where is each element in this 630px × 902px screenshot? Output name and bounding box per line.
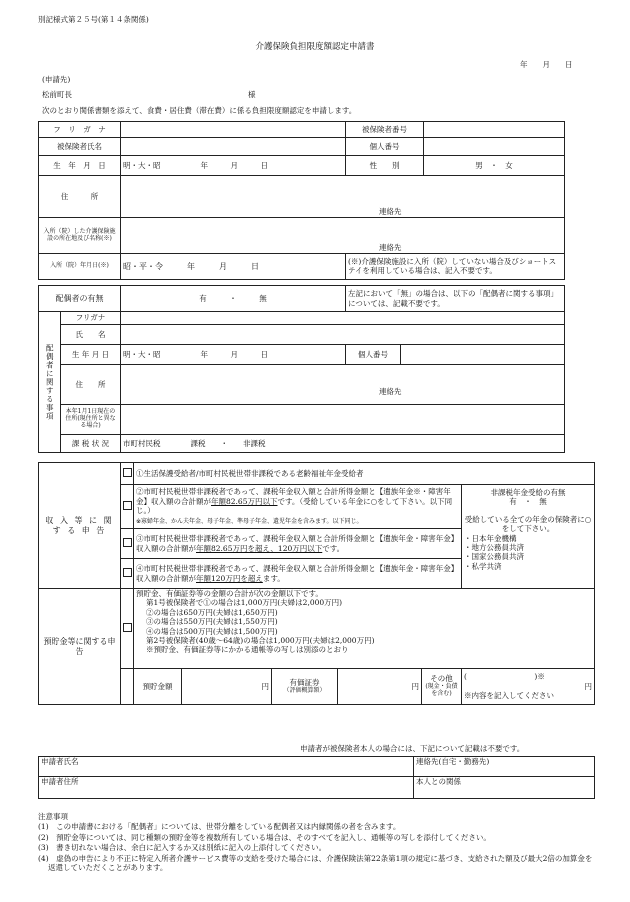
pension-side-value[interactable]: 有 ・ 無 <box>509 497 547 507</box>
notes-title: 注意事項 <box>38 812 68 821</box>
honorific: 様 <box>248 90 256 99</box>
savings-line: 預貯金、有価証券等の金額の合計が次の金額以下です。 <box>136 589 323 598</box>
spouse-has-note: 左記において「無」の場合は、以下の「配偶者に関する事項」については、記載不要です。 <box>346 286 565 312</box>
savings-lines <box>134 589 595 669</box>
applicant-contact[interactable]: 連絡先(自宅・勤務先) <box>414 757 595 777</box>
sex-label: 性 別 <box>346 156 424 176</box>
spouse-table <box>38 285 565 453</box>
insured-table <box>38 121 565 280</box>
address-label: 住 所 <box>39 176 121 218</box>
opt4-text: ④市町村民税世帯非課税者であって、課税年金収入額と合計所得金額と【遺族年金・障害年金】収入額の合計額が年額120万円を超えます。 <box>134 559 462 589</box>
form-id: 別記様式第２５号(第１４条関係) <box>38 15 149 24</box>
furigana-field[interactable] <box>121 122 346 138</box>
savings-label: 預貯金等に関する申告 <box>39 589 121 705</box>
facility-contact: 連絡先 <box>379 242 402 252</box>
spouse-name-label: 氏 名 <box>61 325 121 345</box>
pension-side <box>462 485 595 589</box>
savings-line: ②の場合は650万円(夫婦は1,650万円) <box>146 607 278 617</box>
opt2-checkbox[interactable] <box>121 485 134 529</box>
pension-item[interactable]: ・日本年金機構 <box>464 533 517 543</box>
facility-label: 入所（院）した介護保険施設の所在地及び名称(※) <box>39 218 121 254</box>
opt1-text: ①生活保護受給者/市町村民税世帯非課税である老齢福祉年金受給者 <box>134 463 595 485</box>
spouse-section-label: 配偶者に関する事項 <box>39 312 61 453</box>
securities-field[interactable] <box>338 669 422 705</box>
insured-name-field[interactable] <box>121 138 346 156</box>
insured-name-label: 被保険者氏名 <box>39 138 121 156</box>
facility-field[interactable] <box>121 218 565 254</box>
spouse-personal-no-label: 個人番号 <box>346 345 401 365</box>
applicant-note: 申請者が被保険者本人の場合には、下記について記載は不要です。 <box>300 744 525 753</box>
other-field[interactable] <box>462 669 595 705</box>
applicant-relation[interactable]: 本人との関係 <box>414 777 595 799</box>
entry-date-field[interactable]: 昭・平・令 年 月 日 <box>121 254 346 280</box>
notes-section <box>38 812 598 873</box>
note-item: (2) 預貯金等については、同じ種類の預貯金等を複数所有している場合は、そのすべてを記入し、通帳等の写しを添付してください。 <box>38 832 491 842</box>
other-label: その他 (現金・負債を含む) <box>422 669 462 705</box>
date-line: 年 月 日 <box>520 60 573 69</box>
yen-unit: 円 <box>584 681 593 691</box>
spouse-address-field[interactable] <box>121 365 565 405</box>
dob-ymd: 年 月 日 <box>200 160 268 170</box>
opt3-checkbox[interactable] <box>121 529 134 559</box>
applicant-table <box>38 756 595 799</box>
mayor: 松前町長 <box>42 90 72 99</box>
tax-value[interactable]: 市町村民税 課税 ・ 非課税 <box>121 435 565 453</box>
pension-item[interactable]: ・国家公務員共済 <box>464 552 524 562</box>
jan1-address-label: 本年1月1日現在の住所(現住所と異なる場合) <box>61 405 121 435</box>
dob-field[interactable] <box>121 156 346 176</box>
opt2-note: ※寡婦年金、かん夫年金、母子年金、準母子年金、遺児年金を含みます。以下同じ。 <box>136 517 363 525</box>
pension-side-received: 受給している全ての年金の保険者に○をして下さい。 <box>464 514 592 534</box>
intro-text: 次のとおり関係書類を添えて、食費・居住費（滞在費）に係る負担限度額認定を申請します。 <box>42 106 357 115</box>
insured-no-field[interactable] <box>424 122 565 138</box>
deposit-field[interactable] <box>182 669 272 705</box>
form-title: 介護保険負担限度額認定申請書 <box>255 42 375 52</box>
furigana-label: フ リ ガ ナ <box>39 122 121 138</box>
securities-label: 有価証券 （評価概算額） <box>272 669 338 705</box>
address-contact: 連絡先 <box>379 206 402 216</box>
spouse-address-label: 住 所 <box>61 365 121 405</box>
jan1-address-field[interactable] <box>121 405 565 435</box>
spouse-has-value[interactable]: 有 ・ 無 <box>121 286 346 312</box>
spouse-name-field[interactable] <box>121 325 565 345</box>
entry-note: (※)介護保険施設に入所（院）していない場合及びショートステイを利用している場合は、記入不要です。 <box>346 254 565 280</box>
applicant-name[interactable]: 申請者氏名 <box>39 757 414 777</box>
personal-no-label: 個人番号 <box>346 138 424 156</box>
income-table <box>38 462 595 705</box>
address-field[interactable] <box>121 176 565 218</box>
spouse-furigana-label: フリガナ <box>61 312 121 325</box>
pension-side-title: 非課税年金受給の有無 <box>490 488 566 497</box>
note-item: (4) 虚偽の申告により不正に特定入所者介護サービス費等の支給を受けた場合には、介護保険法第22条第1項の規定に基づき、支給された額及び最大2倍の加算金を返還していただくことがあります。 <box>38 853 593 872</box>
note-item: (1) この申請書における「配偶者」については、世帯分離をしている配偶者又は内縁関係の者を含みます。 <box>38 822 401 832</box>
applicant-address[interactable]: 申請者住所 <box>39 777 414 799</box>
spouse-personal-no-field[interactable] <box>401 345 565 365</box>
spouse-dob-field[interactable] <box>121 345 346 365</box>
dob-label: 生 年 月 日 <box>39 156 121 176</box>
savings-line: ③の場合は550万円(夫婦は1,550万円) <box>146 617 278 627</box>
other-paren: ( )※ <box>464 672 545 682</box>
other-note: ※内容を記入してください <box>464 691 554 701</box>
yen-unit: 円 <box>261 681 269 691</box>
spouse-has-label: 配偶者の有無 <box>39 286 121 312</box>
spouse-contact: 連絡先 <box>379 387 402 396</box>
savings-line: ※預貯金、有価証券等にかかる通帳等の写しは別添のとおり <box>146 645 349 655</box>
opt3-text: ③市町村民税世帯非課税者であって、課税年金収入額と合計所得金額と【遺族年金・障害年金】収入額の合計額が年額82.65万円を超え、120万円以下です。 <box>134 529 462 559</box>
spouse-furigana-field[interactable] <box>121 312 565 325</box>
opt2-text: ②市町村民税世帯非課税者であって、課税年金収入額と合計所得金額と【遺族年金※・障害年金】収入額の合計額が年額82.65万円以下です。（受給している年金に○をして下さい。以下同じ。） ※寡婦年金、かん夫年金、母子年金、準母子年金、遺児年金を含みます。以下同じ。 <box>134 485 462 529</box>
income-label: 収 入 等 に 関 す る 申 告 <box>39 463 121 589</box>
personal-no-field[interactable] <box>424 138 565 156</box>
pension-item[interactable]: ・私学共済 <box>464 561 502 571</box>
tax-label: 課 税 状 況 <box>61 435 121 453</box>
entry-date-label: 入所（院）年月日(※) <box>39 254 121 280</box>
savings-checkbox[interactable] <box>121 589 134 669</box>
spouse-dob-ymd: 年 月 日 <box>200 349 268 359</box>
spouse-dob-era: 明・大・昭 <box>123 349 161 359</box>
savings-line: 第2号被保険者(40歳〜64歳)の場合は1,000万円(夫婦は2,000万円) <box>146 635 375 645</box>
pension-item[interactable]: ・地方公務員共済 <box>464 542 524 552</box>
dob-era: 明・大・昭 <box>123 160 161 170</box>
insured-no-label: 被保険者番号 <box>346 122 424 138</box>
spouse-dob-label: 生 年 月 日 <box>61 345 121 365</box>
opt1-checkbox[interactable] <box>121 463 134 485</box>
deposit-label: 預貯金額 <box>134 669 182 705</box>
sex-value[interactable]: 男 ・ 女 <box>424 156 565 176</box>
applicant-to: (申請先) <box>42 75 71 84</box>
opt4-checkbox[interactable] <box>121 559 134 589</box>
savings-line: 第1号被保険者で①の場合は1,000万円(夫婦は2,000万円) <box>146 598 343 608</box>
note-item: (3) 書き切れない場合は、余白に記入するか又は別紙に記入の上添付してください。 <box>38 843 327 853</box>
savings-line: ④の場合は500万円(夫婦は1,500万円) <box>146 626 278 636</box>
yen-unit: 円 <box>411 681 419 691</box>
